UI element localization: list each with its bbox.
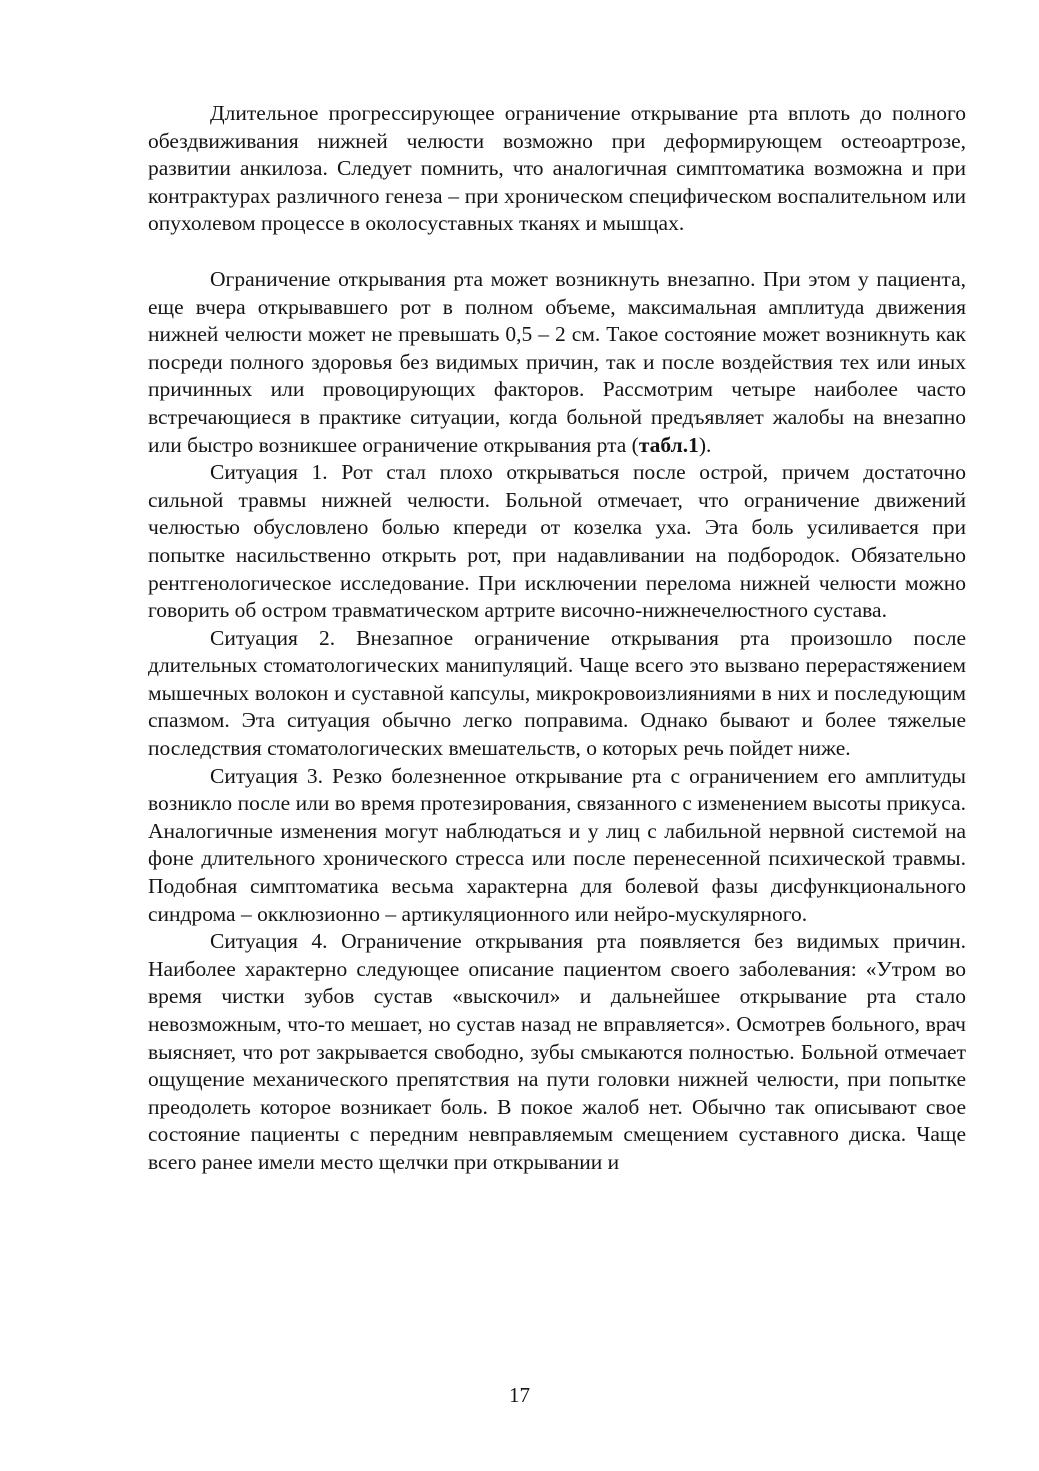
paragraph-2 [148, 266, 966, 459]
paragraph-situation-1: Ситуация 1. Рот стал плохо открываться после острой, причем достаточно сильной травмы нижней челюсти. Больной отмечает, что ограничение движений челюстью обусловлено болью кпереди от козелка уха. Эта боль усиливается при попытке насильственно открыть рот, при надавливании на подбородок. Обязательно рентгенологическое исследование. При исключении перелома нижней челюсти можно говорить об остром травматическом артрите височно-нижнечелюстного сустава. [148, 460, 966, 623]
paragraph-2-text: Ограничение открывания рта может возникнуть внезапно. При этом у пациента, еще вчера открывавшего рот в полном объеме, максимальная амплитуда движения нижней челюсти может не превышать 0,5 – 2 см. Такое состояние может возникнуть как посреди полного здоровья без видимых причин, так и после воздействия тех или иных причинных или провоцирующих факторов. Рассмотрим четыре наиболее часто встречающиеся в практике ситуации, когда больной предъявляет жалобы на внезапно или быстро возникшее ограничение открывания рта ( [148, 266, 966, 457]
paragraph-situation-4: Ситуация 4. Ограничение открывания рта появляется без видимых причин. Наиболее характерно следующее описание пациентом своего заболевания: «Утром во время чистки зубов сустав «выскочил» и дальнейшее открывание рта стало невозможным, что-то мешает, но сустав назад не вправляется». Осмотрев больного, врач выясняет, что рот закрывается свободно, зубы смыкаются полностью. Больной отмечает ощущение механического препятствия на пути головки нижней челюсти, при попытке преодолеть которое возникает боль. В покое жалоб нет. Обычно так описывают свое состояние пациенты с передним невправляемым смещением суставного диска. Чаще всего ранее имели место щелчки при открывании и [148, 929, 966, 1174]
paragraph-2-end: ). [698, 432, 712, 457]
paragraph-1: Длительное прогрессирующее ограничение открывание рта вплоть до полного обездвиживания нижней челюсти возможно при деформирующем остеоартрозе, развитии анкилоза. Следует помнить, что аналогичная симптоматика возможна и при контрактурах различного генеза – при хроническом специфическом воспалительном или опухолевом процессе в околосуставных тканях и мышцах. [148, 101, 966, 236]
paragraph-situation-2: Ситуация 2. Внезапное ограничение открывания рта произошло после длительных стоматологических манипуляций. Чаще всего это вызвано перерастяжением мышечных волокон и суставной капсулы, микрокровоизлияниями в них и последующим спазмом. Эта ситуация обычно легко поправима. Однако бывают и более тяжелые последствия стоматологических вмешательств, о которых речь пойдет ниже. [148, 625, 966, 761]
paragraph-situation-3: Ситуация 3. Резко болезненное открывание рта с ограничением его амплитуды возникло после или во время протезирования, связанного с изменением высоты прикуса. Аналогичные изменения могут наблюдаться и у лиц с лабильной нервной системой на фоне длительного хронического стресса или после перенесенной психической травмы. Подобная симптоматика весьма характерна для болевой фазы дисфункционального синдрома – окклюзионно – артикуляционного или нейро-мускулярного. [148, 763, 966, 926]
table-reference: табл.1 [638, 432, 699, 457]
page-number: 17 [509, 1383, 530, 1407]
body-text [148, 100, 966, 1177]
